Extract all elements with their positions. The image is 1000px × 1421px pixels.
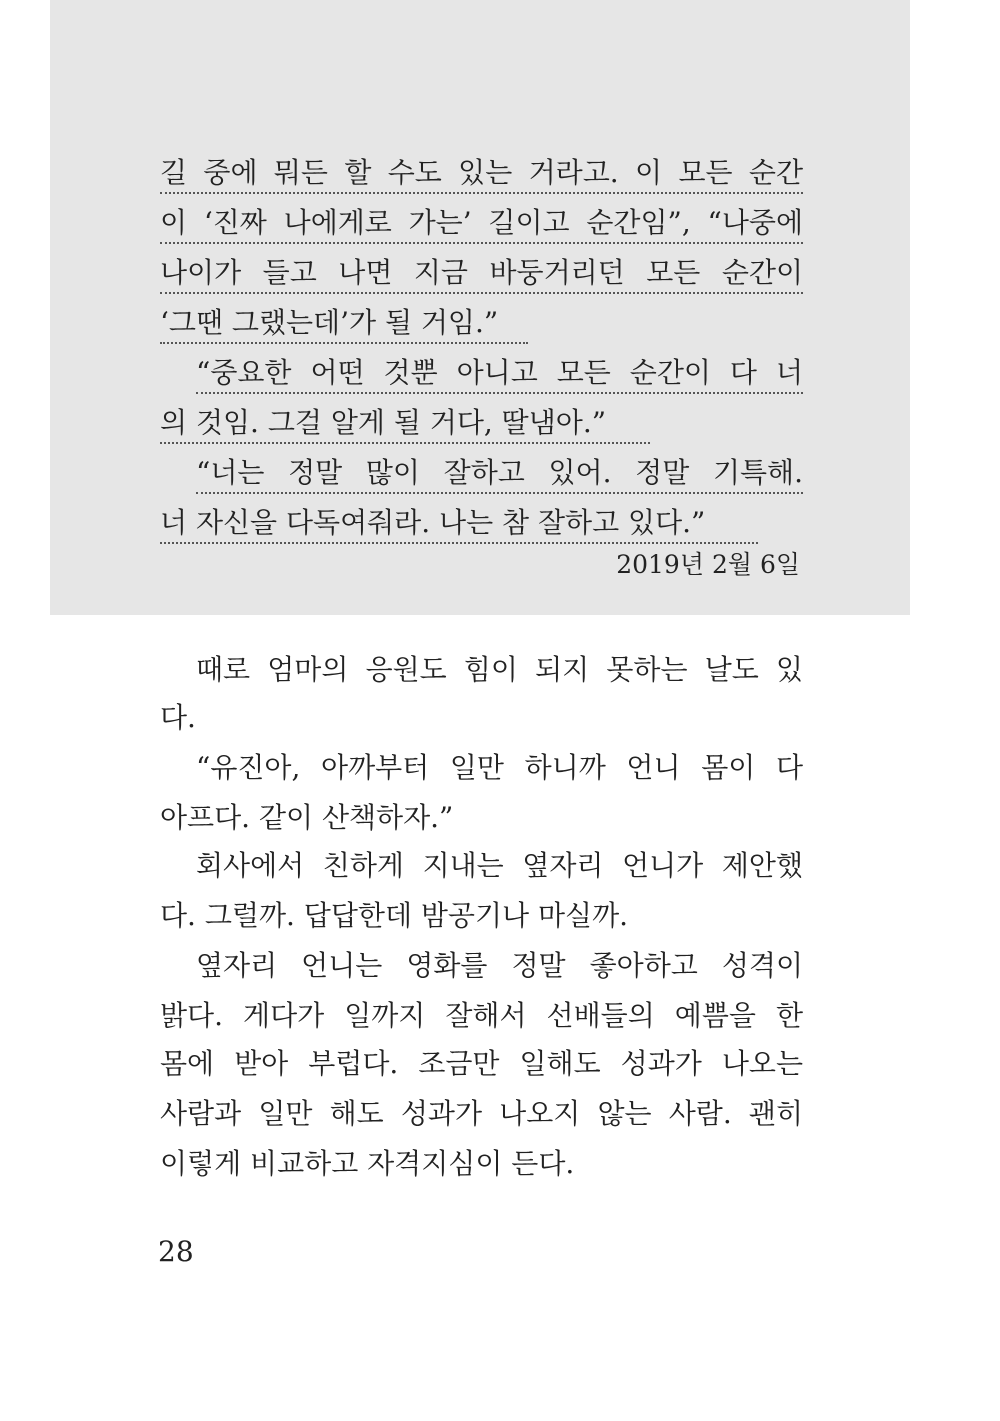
body-line-11: 이렇게 비교하고 자격지심이 든다. [160, 1147, 575, 1180]
body-line-8: 밝다. 게다가 일까지 잘해서 선배들의 예쁨을 한 [160, 999, 803, 1032]
note-line-7: “너는 정말 많이 잘하고 있어. 정말 기특해. [196, 454, 803, 494]
body-line-9: 몸에 받아 부럽다. 조금만 일해도 성과가 나오는 [160, 1047, 803, 1080]
note-line-1: 길 중에 뭐든 할 수도 있는 거라고. 이 모든 순간 [160, 154, 803, 194]
note-line-5: “중요한 어떤 것뿐 아니고 모든 순간이 다 너 [196, 354, 803, 394]
body-line-7: 옆자리 언니는 영화를 정말 좋아하고 성격이 [196, 949, 803, 982]
body-line-2: 다. [160, 701, 196, 734]
body-line-5: 회사에서 친하게 지내는 옆자리 언니가 제안했 [196, 849, 803, 882]
note-line-2: 이 ‘진짜 나에게로 가는’ 길이고 순간임”, “나중에 [160, 204, 803, 244]
note-line-4: ‘그땐 그랬는데’가 될 거임.” [160, 304, 528, 344]
body-line-4: 아프다. 같이 산책하자.” [160, 801, 454, 834]
note-line-3: 나이가 들고 나면 지금 바둥거리던 모든 순간이 [160, 254, 803, 294]
note-line-8: 너 자신을 다독여줘라. 나는 참 잘하고 있다.” [160, 504, 758, 544]
body-line-6: 다. 그럴까. 답답한데 밤공기나 마실까. [160, 899, 629, 932]
note-line-6: 의 것임. 그걸 알게 될 거다, 딸냄아.” [160, 404, 650, 444]
body-line-3: “유진아, 아까부터 일만 하니까 언니 몸이 다 [196, 751, 803, 784]
page-number: 28 [158, 1235, 194, 1268]
body-line-10: 사람과 일만 해도 성과가 나오지 않는 사람. 괜히 [160, 1097, 803, 1130]
note-date: 2019년 2월 6일 [616, 550, 800, 579]
body-line-1: 때로 엄마의 응원도 힘이 되지 못하는 날도 있 [196, 653, 803, 686]
